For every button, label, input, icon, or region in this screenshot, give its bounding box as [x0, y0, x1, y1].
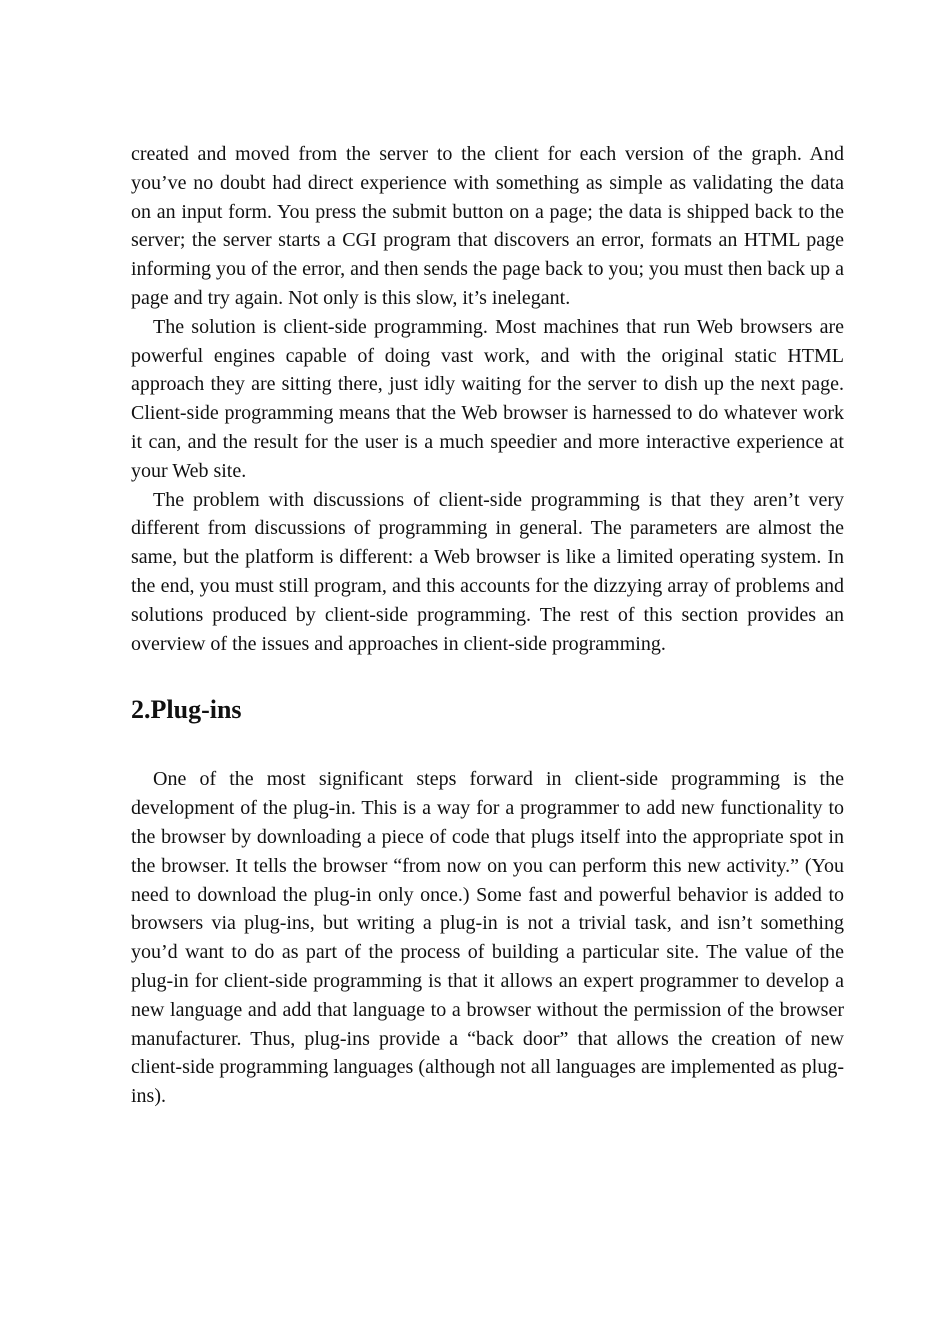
paragraph-plugins: One of the most significant steps forward in client-side programming is the development of the plug-in. This is a way for a programmer to add new functionality to the browser by downloading a piece of code that plugs itself into the appropriate spot in the browser. It tells the browser “from now on you can perform this new activity.” (You need to download the plug-in only once.) Some fast and powerful behavior is added to browsers via plug-ins, but writing a plug-in is not a trivial task, and isn’t something you’d want to do as part of the process of building a particular site. The value of the plug-in for client-side programming is that it allows an expert programmer to develop a new language and add that language to a browser without the permission of the browser manufacturer. Thus, plug-ins provide a “back door” that allows the creation of new client-side programming languages (although not all languages are implemented as plug-ins). — [131, 768, 844, 1108]
paragraph-cgi-validation: created and moved from the server to the client for each version of the graph. And you’ve no doubt had direct experience with something as simple as validating the data on an input form. You press the submit button on a page; the data is shipped back to the server; the server starts a CGI program that discovers an error, formats an HTML page informing you of the error, and then sends the page back to you; you must then back up a page and try again. Not only is this slow, it’s inelegant. — [131, 143, 844, 309]
paragraph-client-side-solution: The solution is client-side programming. Most machines that run Web browsers are powerful engines capable of doing vast work, and with the original static HTML approach they are sitting there, just idly waiting for the server to dish up the next page. Client-side programming means that the Web browser is harnessed to do whatever work it can, and the result for the user is a much speedier and more interactive experience at your Web site. — [131, 315, 844, 482]
section-heading-plugins: 2.Plug-ins — [131, 695, 242, 725]
paragraph-client-side-problem: The problem with discussions of client-side programming is that they aren’t very different from discussions of programming in general. The parameters are almost the same, but the platform is different: a Web browser is like a limited operating system. In the end, you must still program, and this accounts for the dizzying array of problems and solutions produced by client-side programming. The rest of this section provides an overview of the issues and approaches in client-side programming. — [131, 488, 844, 655]
document-page — [131, 140, 844, 1111]
